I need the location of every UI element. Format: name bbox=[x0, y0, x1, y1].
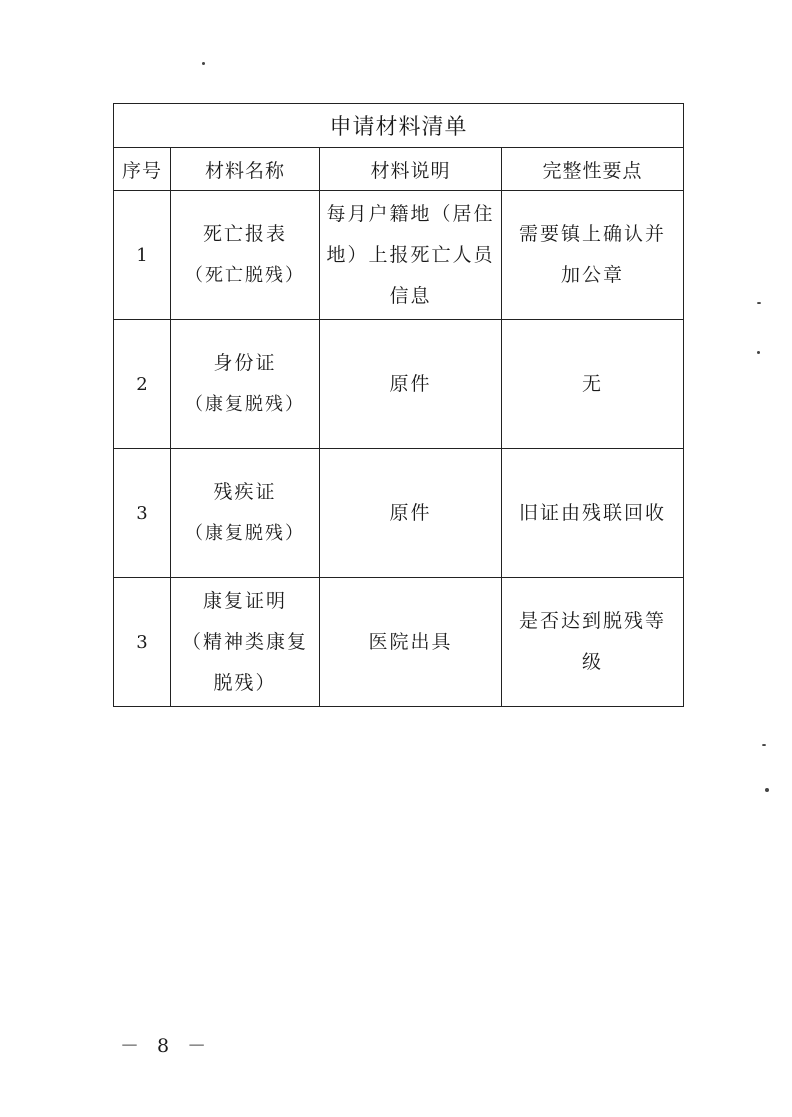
materials-table bbox=[113, 103, 684, 707]
scan-speck bbox=[202, 62, 205, 65]
cell-line: 脱残） bbox=[213, 671, 277, 694]
header-serial: 序号 bbox=[114, 148, 171, 191]
cell-line: 原件 bbox=[389, 501, 432, 524]
table-row bbox=[114, 578, 684, 707]
scan-speck bbox=[765, 788, 769, 792]
table-title-row bbox=[114, 104, 684, 148]
scan-speck bbox=[762, 744, 766, 746]
header-key-points: 完整性要点 bbox=[502, 148, 684, 191]
row-key-points bbox=[502, 320, 684, 449]
row-material-desc bbox=[320, 191, 502, 320]
cell-line: 身份证 bbox=[213, 352, 277, 374]
table-header-row bbox=[114, 148, 684, 191]
cell-line: 每月户籍地（居住 bbox=[326, 202, 495, 225]
table-row bbox=[114, 320, 684, 449]
cell-line: 级 bbox=[582, 651, 604, 673]
cell-line: 医院出具 bbox=[368, 630, 453, 653]
cell-line: （精神类康复 bbox=[181, 630, 308, 653]
row-material-desc bbox=[320, 320, 502, 449]
page-number: － 8 － bbox=[120, 1035, 213, 1057]
scan-speck bbox=[757, 302, 761, 304]
cell-line: （死亡脱残） bbox=[185, 265, 305, 286]
cell-line: 信息 bbox=[389, 284, 432, 307]
row-serial: 2 bbox=[114, 320, 171, 449]
row-serial: 3 bbox=[114, 578, 171, 707]
row-material-desc bbox=[320, 449, 502, 578]
cell-line: （康复脱残） bbox=[185, 523, 305, 544]
table-row bbox=[114, 191, 684, 320]
cell-line: 原件 bbox=[389, 372, 432, 395]
cell-line: 地）上报死亡人员 bbox=[326, 243, 495, 266]
header-material-desc: 材料说明 bbox=[320, 148, 502, 191]
row-material-name bbox=[171, 191, 320, 320]
row-key-points bbox=[502, 578, 684, 707]
table-title: 申请材料清单 bbox=[114, 104, 684, 148]
cell-line: 加公章 bbox=[561, 264, 625, 286]
cell-line: 需要镇上确认并 bbox=[519, 223, 667, 245]
cell-line: 康复证明 bbox=[202, 589, 287, 612]
cell-line: 无 bbox=[582, 372, 604, 395]
row-key-points bbox=[502, 449, 684, 578]
cell-line: 残疾证 bbox=[213, 481, 277, 503]
row-material-name bbox=[171, 320, 320, 449]
table-row bbox=[114, 449, 684, 578]
row-serial: 3 bbox=[114, 449, 171, 578]
cell-line: 旧证由残联回收 bbox=[519, 501, 667, 524]
scan-speck bbox=[757, 351, 760, 354]
header-material-name: 材料名称 bbox=[171, 148, 320, 191]
cell-line: （康复脱残） bbox=[185, 394, 305, 415]
row-key-points bbox=[502, 191, 684, 320]
row-material-desc bbox=[320, 578, 502, 707]
cell-line: 死亡报表 bbox=[202, 223, 287, 245]
cell-line: 是否达到脱残等 bbox=[519, 610, 667, 632]
row-material-name bbox=[171, 449, 320, 578]
row-material-name bbox=[171, 578, 320, 707]
row-serial: 1 bbox=[114, 191, 171, 320]
